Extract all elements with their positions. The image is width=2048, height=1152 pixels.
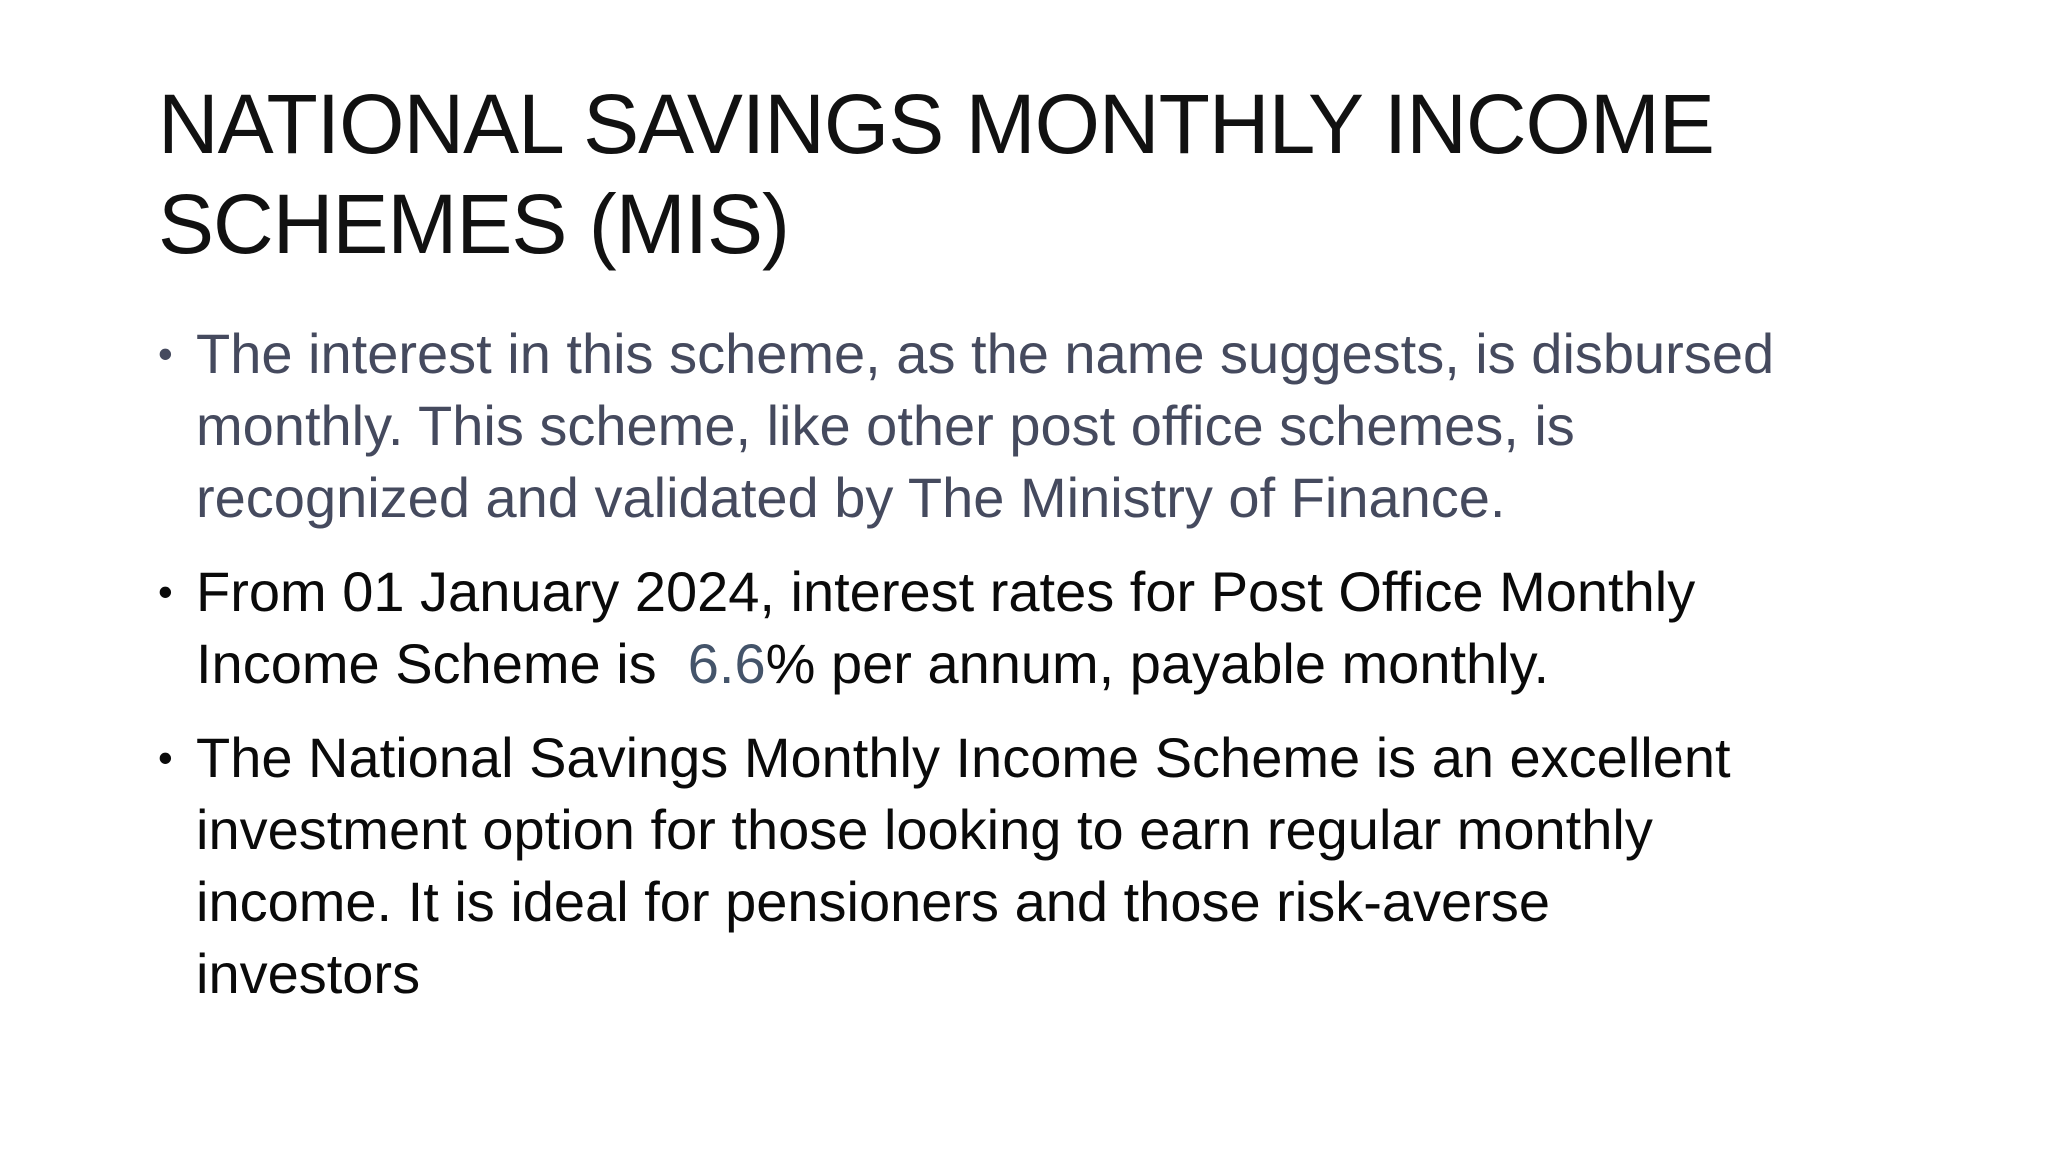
bullet-line: monthly. This scheme, like other post office schemes, is [196, 394, 1575, 457]
bullet-text [196, 722, 1918, 1010]
bullet-marker: • [158, 330, 173, 377]
bullet-line: recognized and validated by The Ministry of Finance. [196, 466, 1506, 529]
slide-title-line-1: NATIONAL SAVINGS MONTHLY INCOME [158, 77, 1714, 171]
bullet-marker: • [158, 734, 173, 781]
rate-suffix: % per annum, payable monthly. [765, 632, 1550, 695]
bullet-line: The interest in this scheme, as the name suggests, is disbursed [196, 322, 1775, 385]
bullet-line: The National Savings Monthly Income Scheme is an excellent [196, 726, 1731, 789]
interest-rate-value: 6.6 [687, 632, 766, 695]
bullet-line: income. It is ideal for pensioners and those risk-averse [196, 870, 1550, 933]
bullet-line: investors [196, 942, 421, 1005]
bullet-item-investment-option [158, 722, 1918, 1010]
rate-prefix: Income Scheme is [196, 632, 688, 695]
bullet-item-interest-rate [158, 556, 1918, 700]
slide-title [158, 74, 1918, 274]
bullet-line: From 01 January 2024, interest rates for Post Office Monthly [196, 560, 1696, 623]
bullet-text [196, 318, 1918, 534]
slide-title-line-2: SCHEMES (MIS) [158, 177, 790, 271]
bullet-item-interest-disbursal [158, 318, 1918, 534]
bullet-line [196, 628, 1918, 700]
bullet-text [196, 556, 1918, 700]
bullet-marker: • [158, 568, 173, 615]
bullet-list [158, 318, 1918, 1032]
bullet-line: investment option for those looking to earn regular monthly [196, 798, 1653, 861]
